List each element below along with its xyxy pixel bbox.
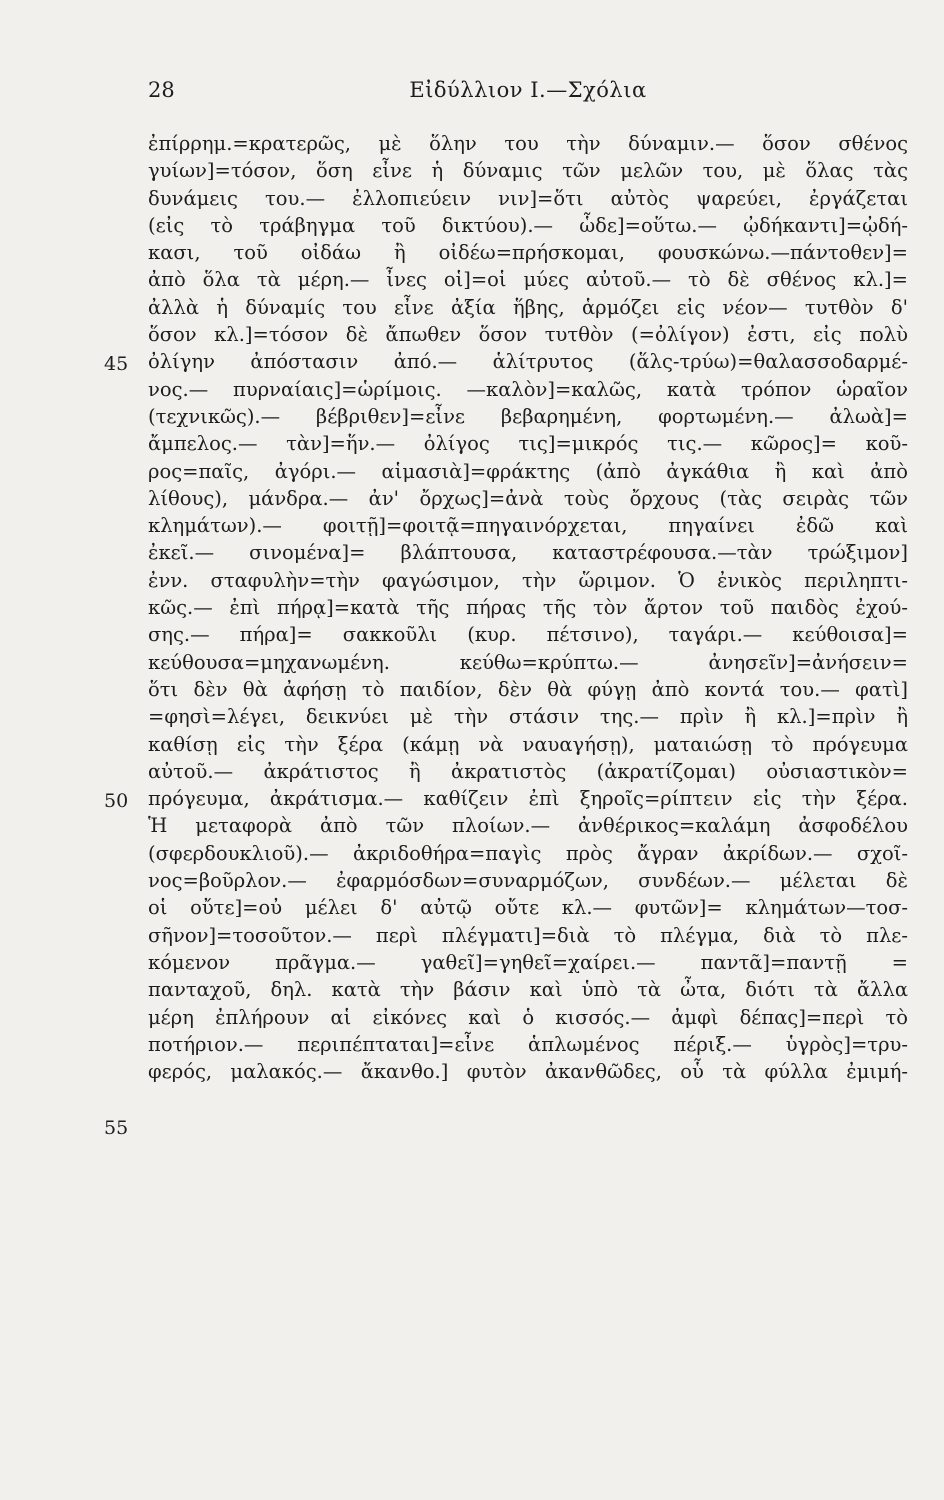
text-line: πρόγευμα, ἀκράτισμα.— καθίζειν ἐπὶ ξηροῖς=ρίπτειν εἰς τὴν ξέρα. xyxy=(148,787,908,811)
text-line: ἐκεῖ.— σινομένα]= βλάπτουσα, καταστρέφουσα.—τὰν τρώξιμον] xyxy=(148,541,908,565)
page-header xyxy=(148,78,908,108)
text-line: κλημάτων).— φοιτῇ]=φοιτᾷ=πηγαινόρχεται, πηγαίνει ἐδῶ καὶ xyxy=(148,514,908,538)
line-marker-45: 45 xyxy=(104,353,129,375)
text-line: μέρη ἐπλήρουν αἱ εἰκόνες καὶ ὁ κισσός.— ἀμφὶ δέπας]=περὶ τὸ xyxy=(148,1005,908,1029)
text-line: φερός, μαλακός.— ἄκανθο.] φυτὸν ἀκανθῶδες, οὗ τὰ φύλλα ἐμιμή- xyxy=(148,1060,908,1084)
text-line: (τεχνικῶς).— βέβριθεν]=εἶνε βεβαρημένη, φορτωμένη.— ἀλωὰ]= xyxy=(148,404,908,428)
text-line: αὐτοῦ.— ἀκράτιστος ἢ ἀκρατιστὸς (ἀκρατίζομαι) οὐσιαστικὸν= xyxy=(148,759,908,783)
text-line: οἱ οὔτε]=οὐ μέλει δ' αὐτῷ οὔτε κλ.— φυτῶν]= κλημάτων—τοσ- xyxy=(148,896,908,920)
text-line: νος=βοῦρλον.— ἐφαρμόσδων=συναρμόζων, συνδέων.— μέλεται δὲ xyxy=(148,869,908,893)
text-line: κόμενον πρᾶγμα.— γαθεῖ]=γηθεῖ=χαίρει.— παντᾶ]=παντῇ = xyxy=(148,950,908,974)
text-line: =φησὶ=λέγει, δεικνύει μὲ τὴν στάσιν της.— πρὶν ἢ κλ.]=πρὶν ἢ xyxy=(148,705,908,729)
line-marker-50: 50 xyxy=(104,790,129,812)
text-line: ἐπίρρημ.=κρατερῶς, μὲ ὅλην του τὴν δύναμιν.— ὅσον σθένος xyxy=(148,132,908,155)
text-line: ἀλλὰ ἡ δύναμίς του εἶνε ἀξία ἥβης, ἁρμόζει εἰς νέον— τυτθὸν δ' xyxy=(148,295,908,319)
text-line: ρος=παῖς, ἀγόρι.— αἱμασιὰ]=φράκτης (ἀπὸ ἀγκάθια ἢ καὶ ἀπὸ xyxy=(148,459,908,483)
text-line: ὀλίγην ἀπόστασιν ἀπό.— ἁλίτρυτος (ἅλς-τρύω)=θαλασσοδαρμέ- xyxy=(148,350,908,374)
text-line: σῆνον]=τοσοῦτον.— περὶ πλέγματι]=διὰ τὸ πλέγμα, διὰ τὸ πλε- xyxy=(148,923,908,947)
text-line: (εἰς τὸ τράβηγμα τοῦ δικτύου).— ὧδε]=οὕτω.— ᾠδήκαντι]=ᾠδή- xyxy=(148,213,908,237)
text-line: κεύθουσα=μηχανωμένη. κεύθω=κρύπτω.— ἀνησεῖν]=ἀνήσειν= xyxy=(148,650,908,674)
text-line: ὅσον κλ.]=τόσον δὲ ἄπωθεν ὅσον τυτθὸν (=ὀλίγον) ἐστι, εἰς πολὺ xyxy=(148,323,908,347)
text-line: ἐνν. σταφυλὴν=τὴν φαγώσιμον, τὴν ὥριμον. Ὁ ἐνικὸς περιληπτι- xyxy=(148,568,908,592)
running-title: Εἰδύλλιον Ι.—Σχόλια xyxy=(409,78,647,102)
line-marker-55: 55 xyxy=(104,1117,129,1139)
text-line: πανταχοῦ, δηλ. κατὰ τὴν βάσιν καὶ ὑπὸ τὰ ὦτα, διότι τὰ ἄλλα xyxy=(148,978,908,1002)
text-line: (σφερδουκλιοῦ).— ἀκριδοθήρα=παγὶς πρὸς ἄγραν ἀκρίδων.— σχοῖ- xyxy=(148,841,908,865)
text-line: Ἡ μεταφορὰ ἀπὸ τῶν πλοίων.— ἀνθέρικος=καλάμη ἀσφοδέλου xyxy=(148,814,908,838)
text-line: ὅτι δὲν θὰ ἀφήσῃ τὸ παιδίον, δὲν θὰ φύγῃ ἀπὸ κοντά του.— φατὶ] xyxy=(148,677,908,701)
text-line xyxy=(148,1085,908,1112)
text-line: σης.— πήρα]= σακκοῦλι (κυρ. πέτσινο), ταγάρι.— κεύθοισα]= xyxy=(148,623,908,647)
text-line: νος.— πυρναίαις]=ὡρίμοις. —καλὸν]=καλῶς, κατὰ τρόπον ὡραῖον xyxy=(148,377,908,401)
text-line: ποτήριον.— περιπέπταται]=εἶνε ἁπλωμένος πέριξ.— ὑγρὸς]=τρυ- xyxy=(148,1032,908,1056)
text-line: κασι, τοῦ οἰδάω ἢ οἰδέω=πρήσκομαι, φουσκώνω.—πάντοθεν]= xyxy=(148,241,908,265)
text-line: ἄμπελος.— τὰν]=ἥν.— ὀλίγος τις]=μικρός τις.— κῶρος]= κοῦ- xyxy=(148,432,908,456)
text-line: λίθους), μάνδρα.— ἀν' ὄρχως]=ἀνὰ τοὺς ὄρχους (τὰς σειρὰς τῶν xyxy=(148,486,908,510)
commentary-text xyxy=(148,130,908,1113)
text-line: κῶς.— ἐπὶ πήρᾳ]=κατὰ τῆς πήρας τῆς τὸν ἄρτον τοῦ παιδὸς ἐχού- xyxy=(148,596,908,620)
text-line: καθίσῃ εἰς τὴν ξέρα (κάμῃ νὰ ναυαγήσῃ), ματαιώσῃ τὸ πρόγευμα xyxy=(148,732,908,756)
page-number: 28 xyxy=(148,78,175,102)
text-line: δυνάμεις του.— ἐλλοπιεύειν νιν]=ὅτι αὐτὸς ψαρεύει, ἐργάζεται xyxy=(148,186,908,210)
text-line: ἀπὸ ὅλα τὰ μέρη.— ἶνες οἱ]=οἱ μύες αὐτοῦ.— τὸ δὲ σθένος κλ.]= xyxy=(148,268,908,292)
text-line: γυίων]=τόσον, ὅση εἶνε ἡ δύναμις τῶν μελῶν του, μὲ ὅλας τὰς xyxy=(148,159,908,183)
